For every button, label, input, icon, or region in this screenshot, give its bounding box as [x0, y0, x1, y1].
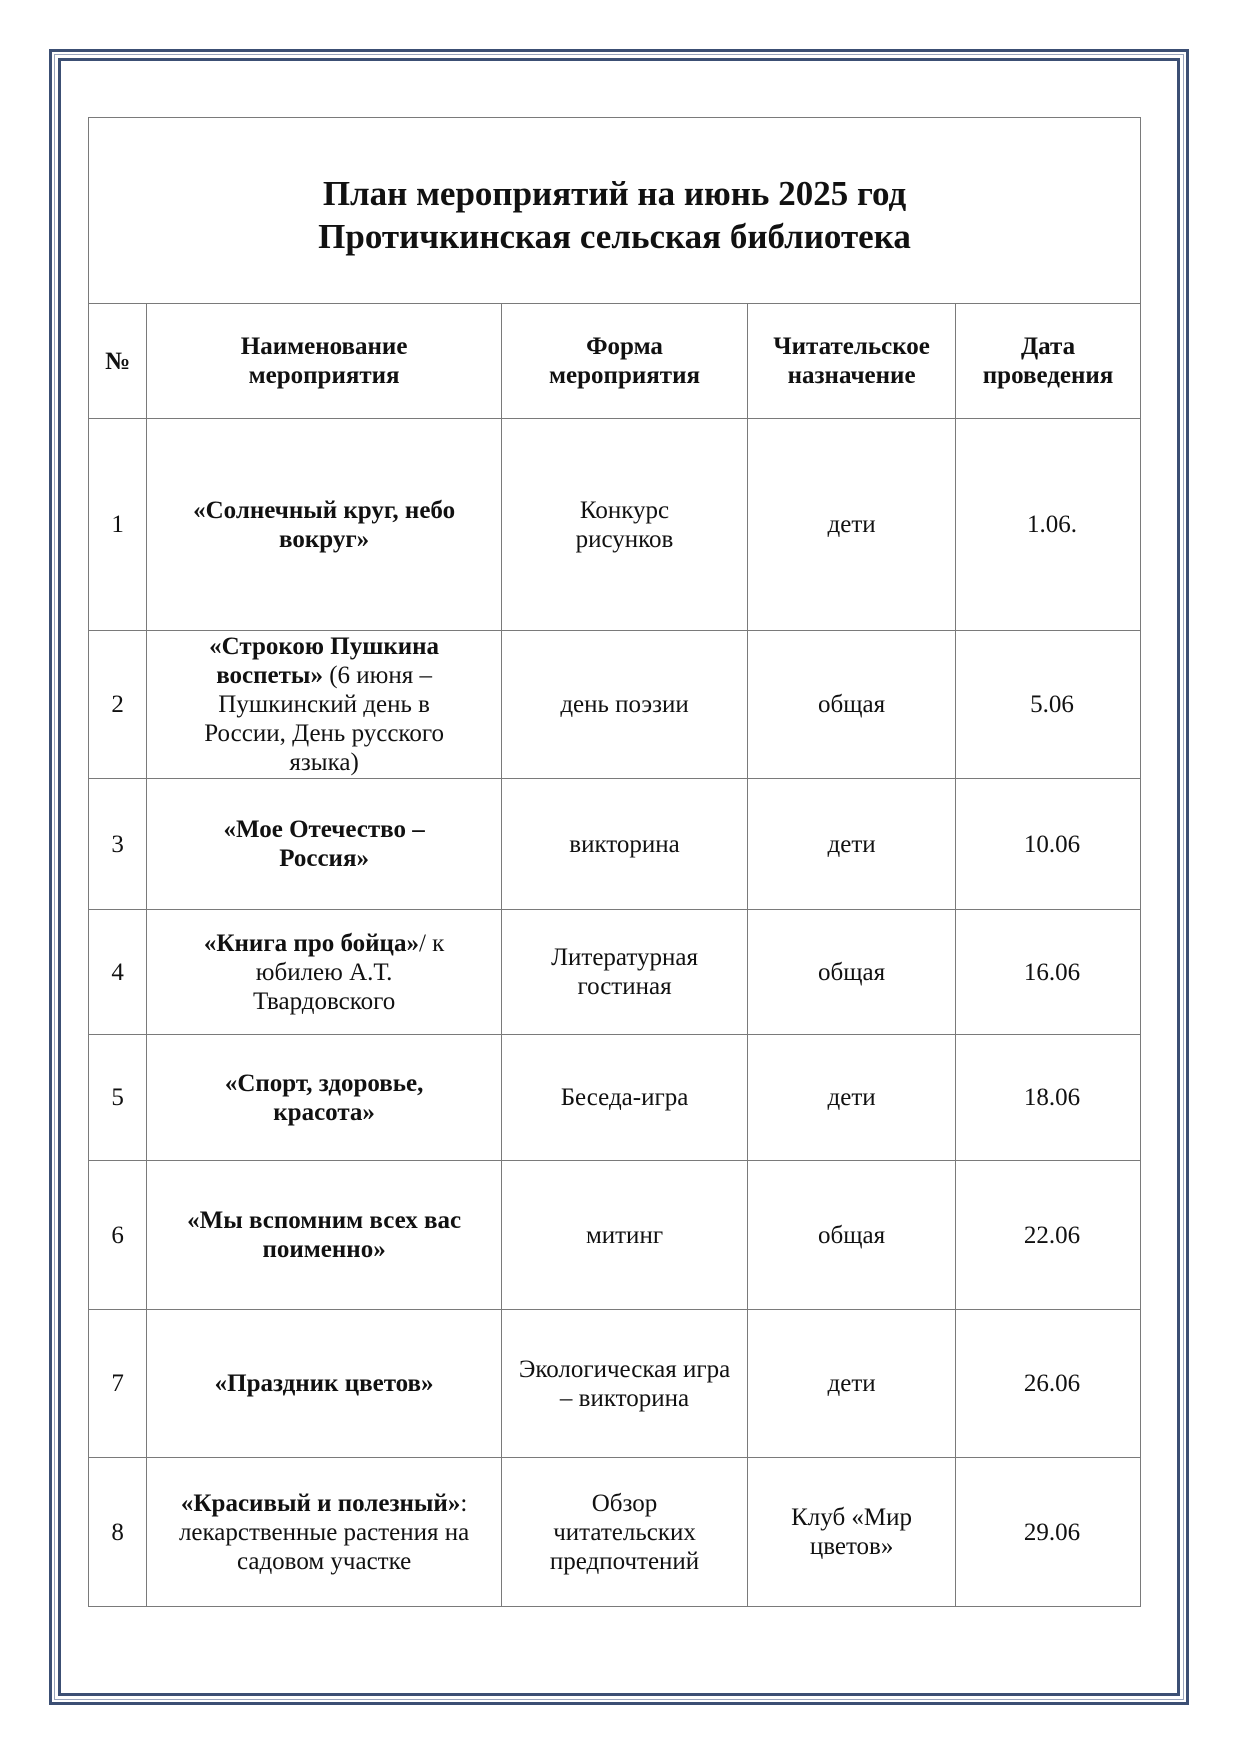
- row-num: 5: [89, 1035, 147, 1161]
- event-title: «Книга про бойца»: [203, 929, 419, 957]
- header-audience-line-2: назначение: [787, 362, 916, 389]
- header-date: [956, 304, 1141, 419]
- event-title: «Мы вспомним всех вас поименно»: [187, 1207, 462, 1263]
- table-row: [89, 419, 1141, 631]
- event-title: «Солнечный круг, небо вокруг»: [193, 496, 456, 553]
- document-title: [89, 118, 1141, 304]
- row-date: 18.06: [956, 1035, 1141, 1161]
- header-name: [147, 304, 502, 419]
- row-event-name: [147, 631, 502, 779]
- event-title: «Строкою Пушкина воспеты»: [209, 633, 440, 689]
- row-num: 2: [89, 631, 147, 779]
- event-title: «Спорт, здоровье, красота»: [224, 1069, 424, 1126]
- row-num: 4: [89, 910, 147, 1035]
- row-num: 7: [89, 1310, 147, 1458]
- row-form: Обзор читательских предпочтений: [501, 1458, 747, 1607]
- event-note: / к юбилею А.Т. Твардовского: [252, 929, 445, 1015]
- header-name-line-2: мероприятия: [248, 362, 400, 389]
- row-audience: общая: [748, 1161, 956, 1310]
- title-row: [89, 118, 1141, 304]
- header-audience-line-1: Читательское: [773, 333, 930, 360]
- row-audience: общая: [748, 910, 956, 1035]
- row-audience: дети: [748, 1035, 956, 1161]
- title-line-2: Протичкинская сельская библиотека: [318, 216, 911, 256]
- row-date: 22.06: [956, 1161, 1141, 1310]
- row-audience: Клуб «Мир цветов»: [748, 1458, 956, 1607]
- row-num: 1: [89, 419, 147, 631]
- row-event-name: [147, 1035, 502, 1161]
- event-note: (6 июня – Пушкинский день в России, День русского языка): [204, 662, 444, 776]
- row-audience: дети: [748, 419, 956, 631]
- row-num: 3: [89, 779, 147, 910]
- row-audience: дети: [748, 1310, 956, 1458]
- row-form: день поэзии: [501, 631, 747, 779]
- row-date: 10.06: [956, 779, 1141, 910]
- row-event-name: [147, 1310, 502, 1458]
- row-date: 26.06: [956, 1310, 1141, 1458]
- row-date: 5.06: [956, 631, 1141, 779]
- table-row: [89, 631, 1141, 779]
- row-event-name: [147, 910, 502, 1035]
- row-audience: дети: [748, 779, 956, 910]
- event-title: «Мое Отечество – Россия»: [223, 816, 425, 872]
- table-row: [89, 1310, 1141, 1458]
- row-form: митинг: [501, 1161, 747, 1310]
- header-name-line-1: Наименование: [240, 333, 408, 360]
- row-form: викторина: [501, 779, 747, 910]
- header-date-line-2: проведения: [982, 362, 1114, 389]
- title-line-1: План мероприятий на июнь 2025 год: [322, 173, 907, 213]
- row-event-name: [147, 1161, 502, 1310]
- table-row: [89, 1035, 1141, 1161]
- row-form: Экологическая игра – викторина: [501, 1310, 747, 1458]
- header-date-line-1: Дата: [1020, 333, 1076, 360]
- row-form: Беседа-игра: [501, 1035, 747, 1161]
- header-form-line-1: Форма: [586, 333, 663, 360]
- header-row: [89, 304, 1141, 419]
- row-date: 29.06: [956, 1458, 1141, 1607]
- event-title: «Красивый и полезный»: [180, 1489, 461, 1517]
- row-event-name: [147, 1458, 502, 1607]
- table-row: [89, 779, 1141, 910]
- row-date: 16.06: [956, 910, 1141, 1035]
- header-form: [501, 304, 747, 419]
- row-num: 8: [89, 1458, 147, 1607]
- event-title: «Праздник цветов»: [214, 1370, 434, 1397]
- table-row: [89, 910, 1141, 1035]
- row-event-name: [147, 779, 502, 910]
- header-num: №: [89, 304, 147, 419]
- table-row: [89, 1161, 1141, 1310]
- row-date: 1.06.: [956, 419, 1141, 631]
- event-note: : лекарственные растения на садовом участке: [178, 1489, 470, 1575]
- header-audience: [748, 304, 956, 419]
- row-event-name: [147, 419, 502, 631]
- header-form-line-2: мероприятия: [549, 362, 700, 389]
- row-audience: общая: [748, 631, 956, 779]
- table-row: [89, 1458, 1141, 1607]
- row-form: Конкурс рисунков: [501, 419, 747, 631]
- row-form: Литературная гостиная: [501, 910, 747, 1035]
- events-plan-table: [88, 117, 1141, 1607]
- row-num: 6: [89, 1161, 147, 1310]
